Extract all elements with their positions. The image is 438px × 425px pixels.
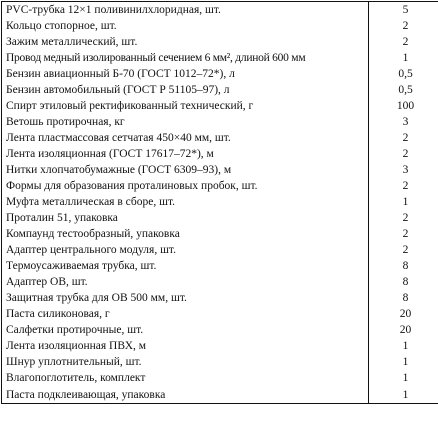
material-name: Кольцо стопорное, шт. <box>2 18 369 34</box>
table-row <box>2 258 438 274</box>
material-name: Формы для образования проталиновых пробок, шт. <box>2 178 369 194</box>
table-row <box>2 210 438 226</box>
material-name: Салфетки протирочные, шт. <box>2 322 369 338</box>
table-row <box>2 114 438 130</box>
table-row <box>2 34 438 50</box>
table-row <box>2 2 438 19</box>
material-name: Бензин авиационный Б-70 (ГОСТ 1012–72*), л <box>2 66 369 82</box>
table-row <box>2 18 438 34</box>
table-row <box>2 322 438 338</box>
material-qty: 2 <box>369 130 438 146</box>
table-row <box>2 274 438 290</box>
material-name: Ветошь протирочная, кг <box>2 114 369 130</box>
material-name: Лента изоляционная ПВХ, м <box>2 338 369 354</box>
material-name: Защитная трубка для ОВ 500 мм, шт. <box>2 290 369 306</box>
material-name: Влагопоглотитель, комплект <box>2 370 369 386</box>
material-qty: 2 <box>369 146 438 162</box>
material-name: Спирт этиловый ректификованный технический, г <box>2 98 369 114</box>
material-name: Адаптер ОВ, шт. <box>2 274 369 290</box>
table-row <box>2 242 438 258</box>
table-row <box>2 50 438 66</box>
material-qty: 3 <box>369 114 438 130</box>
material-qty: 2 <box>369 178 438 194</box>
material-name: Шнур уплотнительный, шт. <box>2 354 369 370</box>
material-name: Проталин 51, упаковка <box>2 210 369 226</box>
material-qty: 2 <box>369 242 438 258</box>
material-name: Термоусаживаемая трубка, шт. <box>2 258 369 274</box>
material-qty: 1 <box>369 338 438 354</box>
table-row <box>2 194 438 210</box>
material-name: Муфта металлическая в сборе, шт. <box>2 194 369 210</box>
material-name: Бензин автомобильный (ГОСТ Р 51105–97), л <box>2 82 369 98</box>
table-row <box>2 178 438 194</box>
material-qty: 2 <box>369 210 438 226</box>
material-qty: 20 <box>369 306 438 322</box>
material-qty: 8 <box>369 258 438 274</box>
table-row <box>2 98 438 114</box>
material-name: Лента пластмассовая сетчатая 450×40 мм, шт. <box>2 130 369 146</box>
material-qty: 5 <box>369 2 438 19</box>
material-qty: 1 <box>369 194 438 210</box>
material-name: Нитки хлопчатобумажные (ГОСТ 6309–93), м <box>2 162 369 178</box>
material-qty: 1 <box>369 370 438 386</box>
material-name: Лента изоляционная (ГОСТ 17617–72*), м <box>2 146 369 162</box>
material-qty: 8 <box>369 290 438 306</box>
material-qty: 2 <box>369 226 438 242</box>
table-row <box>2 354 438 370</box>
material-qty: 100 <box>369 98 438 114</box>
material-qty: 3 <box>369 162 438 178</box>
material-name: Паста подклеивающая, упаковка <box>2 386 369 404</box>
table-row <box>2 226 438 242</box>
material-qty: 20 <box>369 322 438 338</box>
material-qty: 1 <box>369 386 438 404</box>
table-row <box>2 146 438 162</box>
table-row <box>2 386 438 404</box>
material-qty: 1 <box>369 50 438 66</box>
table-row <box>2 162 438 178</box>
material-qty: 1 <box>369 354 438 370</box>
material-name: Зажим металлический, шт. <box>2 34 369 50</box>
material-name: Паста силиконовая, г <box>2 306 369 322</box>
material-name: Адаптер центрального модуля, шт. <box>2 242 369 258</box>
table-row <box>2 306 438 322</box>
table-row <box>2 130 438 146</box>
material-qty: 2 <box>369 18 438 34</box>
table-row <box>2 82 438 98</box>
table-row <box>2 290 438 306</box>
material-qty: 0,5 <box>369 82 438 98</box>
material-name: Компаунд тестообразный, упаковка <box>2 226 369 242</box>
material-qty: 0,5 <box>369 66 438 82</box>
material-qty: 8 <box>369 274 438 290</box>
table-row <box>2 338 438 354</box>
material-qty: 2 <box>369 34 438 50</box>
material-name: Провод медный изолированный сечением 6 мм², длиной 600 мм <box>2 50 369 66</box>
material-name: PVC-трубка 12×1 поливинилхлоридная, шт. <box>2 2 369 19</box>
table-row <box>2 370 438 386</box>
materials-table <box>1 1 438 404</box>
table-row <box>2 66 438 82</box>
